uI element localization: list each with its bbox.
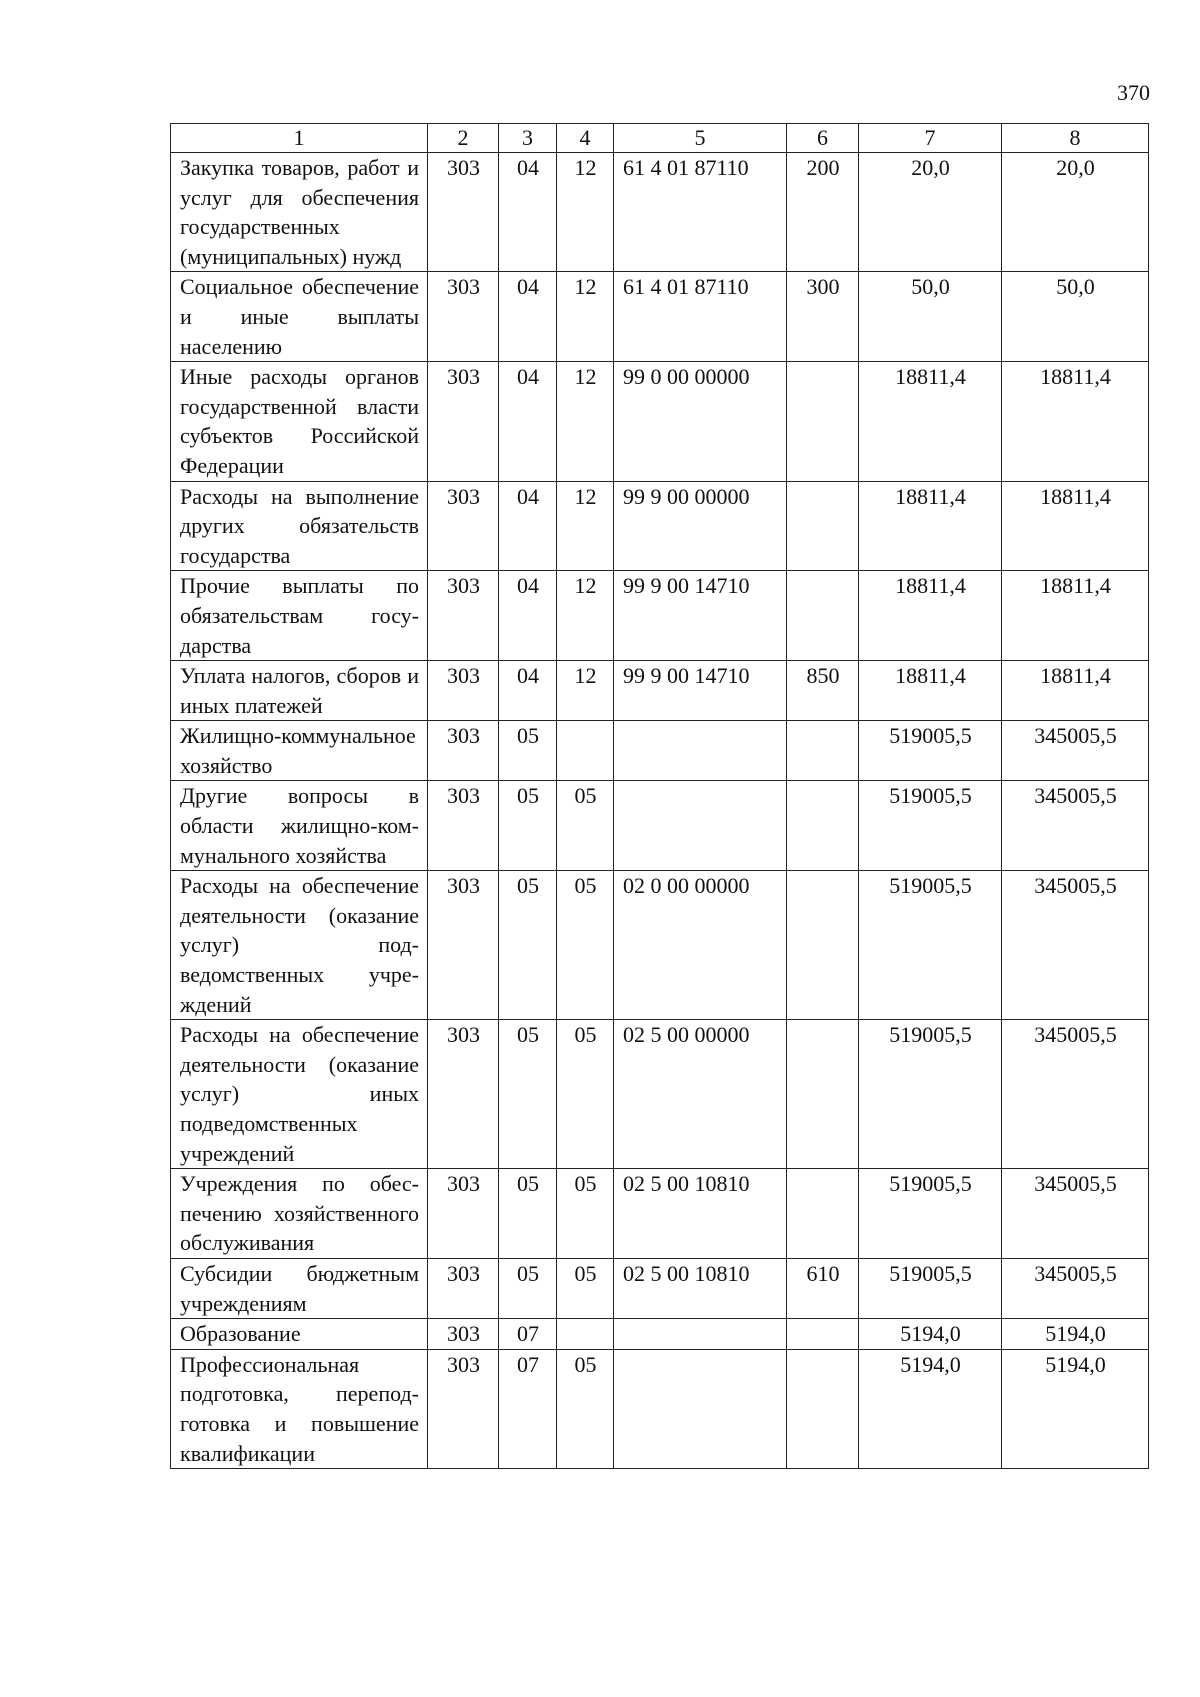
expense-type-cell bbox=[787, 871, 859, 1020]
amount-year1-cell: 519005,5 bbox=[859, 871, 1002, 1020]
table-row bbox=[171, 481, 1149, 571]
expense-type-cell: 610 bbox=[787, 1258, 859, 1318]
subsection-cell: 12 bbox=[557, 153, 614, 272]
row-name-cell: Расходы на обеспечение деятельности (оказание услуг) иных подведомственных учреждений bbox=[171, 1020, 428, 1169]
expense-type-cell bbox=[787, 1020, 859, 1169]
target-article-cell: 02 5 00 00000 bbox=[614, 1020, 787, 1169]
table-row bbox=[171, 1319, 1149, 1350]
admin-code-cell: 303 bbox=[428, 1319, 499, 1350]
admin-code-cell: 303 bbox=[428, 571, 499, 661]
amount-year1-cell: 18811,4 bbox=[859, 481, 1002, 571]
table-row bbox=[171, 1349, 1149, 1468]
amount-year2-cell: 18811,4 bbox=[1002, 481, 1149, 571]
table-row bbox=[171, 1169, 1149, 1259]
target-article-cell: 02 5 00 10810 bbox=[614, 1258, 787, 1318]
row-name-cell: Закупка товаров, работ и услуг для обеспечения государственных (муниципальных) нужд bbox=[171, 153, 428, 272]
table-row bbox=[171, 1020, 1149, 1169]
admin-code-cell: 303 bbox=[428, 362, 499, 481]
target-article-cell: 99 9 00 14710 bbox=[614, 661, 787, 721]
expense-type-cell: 850 bbox=[787, 661, 859, 721]
header-cell: 8 bbox=[1002, 124, 1149, 153]
table-row bbox=[171, 781, 1149, 871]
amount-year2-cell: 5194,0 bbox=[1002, 1319, 1149, 1350]
page-number: 370 bbox=[1117, 80, 1150, 105]
admin-code-cell: 303 bbox=[428, 1349, 499, 1468]
amount-year2-cell: 20,0 bbox=[1002, 153, 1149, 272]
row-name-cell: Субсидии бюджетным учреждениям bbox=[171, 1258, 428, 1318]
amount-year1-cell: 519005,5 bbox=[859, 1258, 1002, 1318]
amount-year2-cell: 18811,4 bbox=[1002, 571, 1149, 661]
target-article-cell: 02 0 00 00000 bbox=[614, 871, 787, 1020]
admin-code-cell: 303 bbox=[428, 1020, 499, 1169]
expense-type-cell bbox=[787, 1319, 859, 1350]
subsection-cell: 12 bbox=[557, 571, 614, 661]
header-cell: 4 bbox=[557, 124, 614, 153]
expense-type-cell bbox=[787, 481, 859, 571]
subsection-cell: 12 bbox=[557, 481, 614, 571]
amount-year1-cell: 18811,4 bbox=[859, 661, 1002, 721]
section-cell: 04 bbox=[499, 362, 557, 481]
section-cell: 04 bbox=[499, 153, 557, 272]
subsection-cell bbox=[557, 1319, 614, 1350]
amount-year1-cell: 18811,4 bbox=[859, 571, 1002, 661]
amount-year2-cell: 345005,5 bbox=[1002, 871, 1149, 1020]
subsection-cell: 05 bbox=[557, 781, 614, 871]
section-cell: 05 bbox=[499, 1169, 557, 1259]
table-row bbox=[171, 721, 1149, 781]
section-cell: 05 bbox=[499, 871, 557, 1020]
amount-year2-cell: 345005,5 bbox=[1002, 1258, 1149, 1318]
header-cell: 5 bbox=[614, 124, 787, 153]
expense-type-cell bbox=[787, 721, 859, 781]
subsection-cell: 05 bbox=[557, 1169, 614, 1259]
row-name-cell: Уплата налогов, сборов и иных платежей bbox=[171, 661, 428, 721]
table-header-row bbox=[171, 124, 1149, 153]
target-article-cell bbox=[614, 1349, 787, 1468]
row-name-cell: Учреждения по обеспечению хозяйственного обслуживания bbox=[171, 1169, 428, 1259]
target-article-cell bbox=[614, 721, 787, 781]
section-cell: 04 bbox=[499, 661, 557, 721]
admin-code-cell: 303 bbox=[428, 721, 499, 781]
header-cell: 3 bbox=[499, 124, 557, 153]
expense-type-cell bbox=[787, 362, 859, 481]
amount-year1-cell: 519005,5 bbox=[859, 721, 1002, 781]
section-cell: 04 bbox=[499, 481, 557, 571]
amount-year1-cell: 50,0 bbox=[859, 272, 1002, 362]
amount-year1-cell: 519005,5 bbox=[859, 1020, 1002, 1169]
amount-year1-cell: 18811,4 bbox=[859, 362, 1002, 481]
amount-year2-cell: 345005,5 bbox=[1002, 721, 1149, 781]
admin-code-cell: 303 bbox=[428, 871, 499, 1020]
table-row bbox=[171, 661, 1149, 721]
amount-year2-cell: 18811,4 bbox=[1002, 661, 1149, 721]
admin-code-cell: 303 bbox=[428, 1258, 499, 1318]
header-cell: 7 bbox=[859, 124, 1002, 153]
row-name-cell: Расходы на обеспечение деятельности (оказание услуг) подведомственных учреждений bbox=[171, 871, 428, 1020]
target-article-cell: 61 4 01 87110 bbox=[614, 272, 787, 362]
target-article-cell bbox=[614, 1319, 787, 1350]
row-name-cell: Другие вопросы в области жилищно-ком-мунального хозяйства bbox=[171, 781, 428, 871]
expense-type-cell: 200 bbox=[787, 153, 859, 272]
subsection-cell: 05 bbox=[557, 1258, 614, 1318]
table-row bbox=[171, 272, 1149, 362]
amount-year2-cell: 18811,4 bbox=[1002, 362, 1149, 481]
amount-year2-cell: 345005,5 bbox=[1002, 781, 1149, 871]
subsection-cell bbox=[557, 721, 614, 781]
row-name-cell: Жилищно-коммунальное хозяйство bbox=[171, 721, 428, 781]
target-article-cell: 61 4 01 87110 bbox=[614, 153, 787, 272]
expense-type-cell bbox=[787, 1169, 859, 1259]
expense-type-cell: 300 bbox=[787, 272, 859, 362]
subsection-cell: 12 bbox=[557, 362, 614, 481]
admin-code-cell: 303 bbox=[428, 153, 499, 272]
expense-type-cell bbox=[787, 571, 859, 661]
admin-code-cell: 303 bbox=[428, 272, 499, 362]
budget-table bbox=[170, 123, 1149, 1469]
target-article-cell: 02 5 00 10810 bbox=[614, 1169, 787, 1259]
table-row bbox=[171, 362, 1149, 481]
amount-year1-cell: 20,0 bbox=[859, 153, 1002, 272]
table-row bbox=[171, 571, 1149, 661]
amount-year2-cell: 5194,0 bbox=[1002, 1349, 1149, 1468]
amount-year1-cell: 519005,5 bbox=[859, 1169, 1002, 1259]
row-name-cell: Социальное обеспечение и иные выплаты населению bbox=[171, 272, 428, 362]
amount-year1-cell: 5194,0 bbox=[859, 1349, 1002, 1468]
amount-year2-cell: 345005,5 bbox=[1002, 1020, 1149, 1169]
section-cell: 07 bbox=[499, 1349, 557, 1468]
header-cell: 6 bbox=[787, 124, 859, 153]
target-article-cell: 99 9 00 14710 bbox=[614, 571, 787, 661]
admin-code-cell: 303 bbox=[428, 781, 499, 871]
section-cell: 05 bbox=[499, 1258, 557, 1318]
amount-year1-cell: 519005,5 bbox=[859, 781, 1002, 871]
admin-code-cell: 303 bbox=[428, 1169, 499, 1259]
section-cell: 07 bbox=[499, 1319, 557, 1350]
row-name-cell: Иные расходы органов государственной власти субъектов Российской Федерации bbox=[171, 362, 428, 481]
row-name-cell: Расходы на выполнение других обязательств государства bbox=[171, 481, 428, 571]
target-article-cell: 99 9 00 00000 bbox=[614, 481, 787, 571]
amount-year2-cell: 50,0 bbox=[1002, 272, 1149, 362]
subsection-cell: 05 bbox=[557, 1020, 614, 1169]
amount-year2-cell: 345005,5 bbox=[1002, 1169, 1149, 1259]
header-cell: 1 bbox=[171, 124, 428, 153]
table-row bbox=[171, 1258, 1149, 1318]
row-name-cell: Образование bbox=[171, 1319, 428, 1350]
expense-type-cell bbox=[787, 1349, 859, 1468]
subsection-cell: 05 bbox=[557, 1349, 614, 1468]
subsection-cell: 12 bbox=[557, 272, 614, 362]
row-name-cell: Прочие выплаты по обязательствам государства bbox=[171, 571, 428, 661]
subsection-cell: 12 bbox=[557, 661, 614, 721]
admin-code-cell: 303 bbox=[428, 661, 499, 721]
admin-code-cell: 303 bbox=[428, 481, 499, 571]
expense-type-cell bbox=[787, 781, 859, 871]
header-cell: 2 bbox=[428, 124, 499, 153]
table-row bbox=[171, 153, 1149, 272]
target-article-cell: 99 0 00 00000 bbox=[614, 362, 787, 481]
section-cell: 04 bbox=[499, 571, 557, 661]
section-cell: 05 bbox=[499, 1020, 557, 1169]
amount-year1-cell: 5194,0 bbox=[859, 1319, 1002, 1350]
section-cell: 04 bbox=[499, 272, 557, 362]
subsection-cell: 05 bbox=[557, 871, 614, 1020]
table-row bbox=[171, 871, 1149, 1020]
section-cell: 05 bbox=[499, 781, 557, 871]
row-name-cell: Профессиональная подготовка, переподготовка и повышение квалификации bbox=[171, 1349, 428, 1468]
target-article-cell bbox=[614, 781, 787, 871]
section-cell: 05 bbox=[499, 721, 557, 781]
